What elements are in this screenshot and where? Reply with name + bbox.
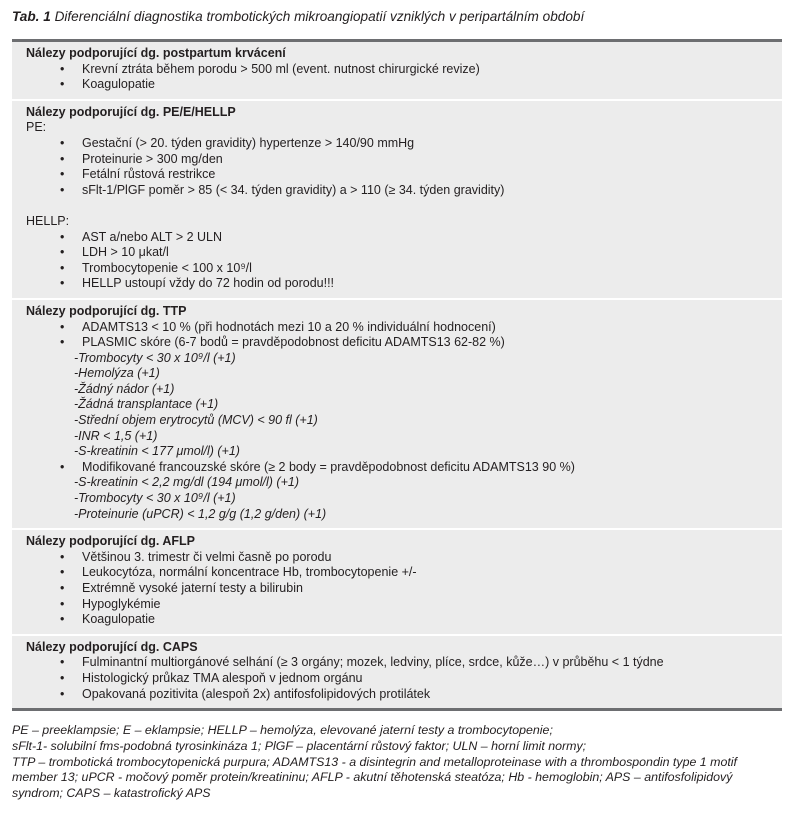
- list-spacer: [26, 198, 782, 214]
- score-criterion: [26, 366, 782, 382]
- item-text: Trombocytopenie < 100 x 10⁹/l: [82, 260, 252, 275]
- footnote-line: PE – preeklampsie; E – eklampsie; HELLP – hemolýza, elevované jaterní testy a trombocytopenie;: [12, 723, 553, 737]
- item-text: ADAMTS13 < 10 % (při hodnotách mezi 10 a 20 % individuální hodnocení): [82, 319, 496, 334]
- bullet-item: [26, 276, 782, 292]
- item-text: HELLP ustoupí vždy do 72 hodin od porodu!!!: [82, 276, 335, 291]
- bullet-item: [26, 167, 782, 183]
- footnote-line: sFlt-1- solubilní fms-podobná tyrosinkináza 1; PlGF – placentární růstový faktor; ULN – horní limit normy;: [12, 738, 587, 753]
- bullet-item: [26, 550, 782, 566]
- section-list: [26, 550, 782, 628]
- bullet-item: [26, 183, 782, 199]
- item-text: Žádná transplantace (+1): [78, 397, 219, 412]
- section-heading: Nálezy podporující dg. CAPS: [26, 639, 198, 654]
- group-label: [26, 120, 782, 136]
- bullet-item: [26, 671, 782, 687]
- item-text: AST a/nebo ALT > 2 ULN: [82, 229, 223, 244]
- item-text: S-kreatinin < 2,2 mg/dl (194 μmol/l) (+1): [78, 475, 299, 490]
- score-criterion: [26, 429, 782, 445]
- table-footnote: [12, 723, 782, 802]
- bullet-item: [26, 687, 782, 703]
- score-criterion: [26, 475, 782, 491]
- bullet-item: [26, 230, 782, 246]
- section-heading: Nálezy podporující dg. TTP: [26, 303, 187, 318]
- section-heading: Nálezy podporující dg. postpartum krvácení: [26, 46, 286, 60]
- item-text: Leukocytóza, normální koncentrace Hb, trombocytopenie +/-: [82, 565, 417, 580]
- item-text: Proteinurie > 300 mg/den: [82, 151, 223, 166]
- table-caption: [12, 9, 584, 24]
- section-list: [26, 62, 782, 93]
- item-text: Střední objem erytrocytů (MCV) < 90 fl (+1): [78, 413, 318, 428]
- item-text: Většinou 3. trimestr či velmi časně po porodu: [82, 549, 332, 564]
- section-list: [26, 120, 782, 292]
- item-text: Hemolýza (+1): [78, 366, 160, 381]
- bullet-item: [26, 335, 782, 351]
- footnote-line: member 13; uPCR - močový poměr protein/kreatininu; AFLP - akutní těhotenská steatóza; Hb - hemoglobin; APS – antifosfolipidový: [12, 770, 733, 785]
- bullet-item: [26, 152, 782, 168]
- item-text: PLASMIC skóre (6-7 bodů = pravděpodobnost deficitu ADAMTS13 62-82 %): [82, 335, 505, 350]
- diagnosis-table: [12, 39, 782, 711]
- caption-title: Diferenciální diagnostika trombotických mikroangiopatií vzniklých v peripartálním období: [54, 9, 585, 24]
- item-text: Krevní ztráta během porodu > 500 ml (event. nutnost chirurgické revize): [82, 61, 480, 76]
- bullet-item: [26, 581, 782, 597]
- item-text: Proteinurie (uPCR) < 1,2 g/g (1,2 g/den) (+1): [78, 506, 327, 521]
- section-list: [26, 320, 782, 523]
- item-text: LDH > 10 μkat/l: [82, 245, 169, 260]
- table-section: [12, 636, 782, 708]
- score-criterion: [26, 382, 782, 398]
- table-section: [12, 101, 782, 300]
- section-heading: Nálezy podporující dg. PE/E/HELLP: [26, 104, 236, 119]
- bullet-item: [26, 565, 782, 581]
- item-text: Hypoglykémie: [82, 596, 161, 611]
- item-text: HELLP:: [26, 213, 70, 228]
- table-section: [12, 42, 782, 101]
- bullet-item: [26, 460, 782, 476]
- caption-label: Tab. 1: [12, 9, 51, 24]
- footnote-line: syndrom; CAPS – katastrofický APS: [12, 786, 211, 801]
- bullet-item: [26, 136, 782, 152]
- score-criterion: [26, 351, 782, 367]
- score-criterion: [26, 507, 782, 523]
- item-text: Trombocyty < 30 x 10⁹/l (+1): [78, 491, 236, 506]
- footnote-line: TTP – trombotická trombocytopenická purpura; ADAMTS13 - a disintegrin and metalloproteinase with a thrombospondin type 1 motif: [12, 754, 737, 769]
- item-text: PE:: [26, 120, 47, 135]
- bullet-item: [26, 612, 782, 628]
- item-text: INR < 1,5 (+1): [78, 428, 158, 443]
- score-criterion: [26, 444, 782, 460]
- bullet-item: [26, 655, 782, 671]
- bullet-item: [26, 261, 782, 277]
- bullet-item: [26, 320, 782, 336]
- score-criterion: [26, 413, 782, 429]
- bullet-item: [26, 62, 782, 78]
- item-text: sFlt-1/PlGF poměr > 85 (< 34. týden gravidity) a > 110 (≥ 34. týden gravidity): [82, 182, 505, 197]
- item-text: Gestační (> 20. týden gravidity) hypertenze > 140/90 mmHg: [82, 135, 415, 150]
- item-text: Koagulopatie: [82, 77, 155, 92]
- score-criterion: [26, 491, 782, 507]
- bullet-item: [26, 597, 782, 613]
- item-text: Modifikované francouzské skóre (≥ 2 body = pravděpodobnost deficitu ADAMTS13 90 %): [82, 459, 575, 474]
- section-heading: Nálezy podporující dg. AFLP: [26, 534, 195, 549]
- item-text: Fulminantní multiorgánové selhání (≥ 3 orgány; mozek, ledviny, plíce, srdce, kůže…) v průběhu < 1 týdne: [82, 655, 664, 670]
- score-criterion: [26, 397, 782, 413]
- item-text: Opakovaná pozitivita (alespoň 2x) antifosfolipidových protilátek: [82, 686, 431, 701]
- item-text: Koagulopatie: [82, 612, 155, 627]
- bullet-item: [26, 77, 782, 93]
- bullet-item: [26, 245, 782, 261]
- item-text: Trombocyty < 30 x 10⁹/l (+1): [78, 350, 236, 365]
- table-section: [12, 300, 782, 530]
- item-text: Žádný nádor (+1): [78, 381, 175, 396]
- item-text: Fetální růstová restrikce: [82, 167, 216, 182]
- item-text: Extrémně vysoké jaterní testy a bilirubin: [82, 581, 303, 595]
- section-list: [26, 655, 782, 702]
- group-label: [26, 214, 782, 230]
- item-text: Histologický průkaz TMA alespoň v jednom orgánu: [82, 670, 363, 685]
- item-text: S-kreatinin < 177 μmol/l) (+1): [78, 444, 240, 459]
- table-section: [12, 530, 782, 636]
